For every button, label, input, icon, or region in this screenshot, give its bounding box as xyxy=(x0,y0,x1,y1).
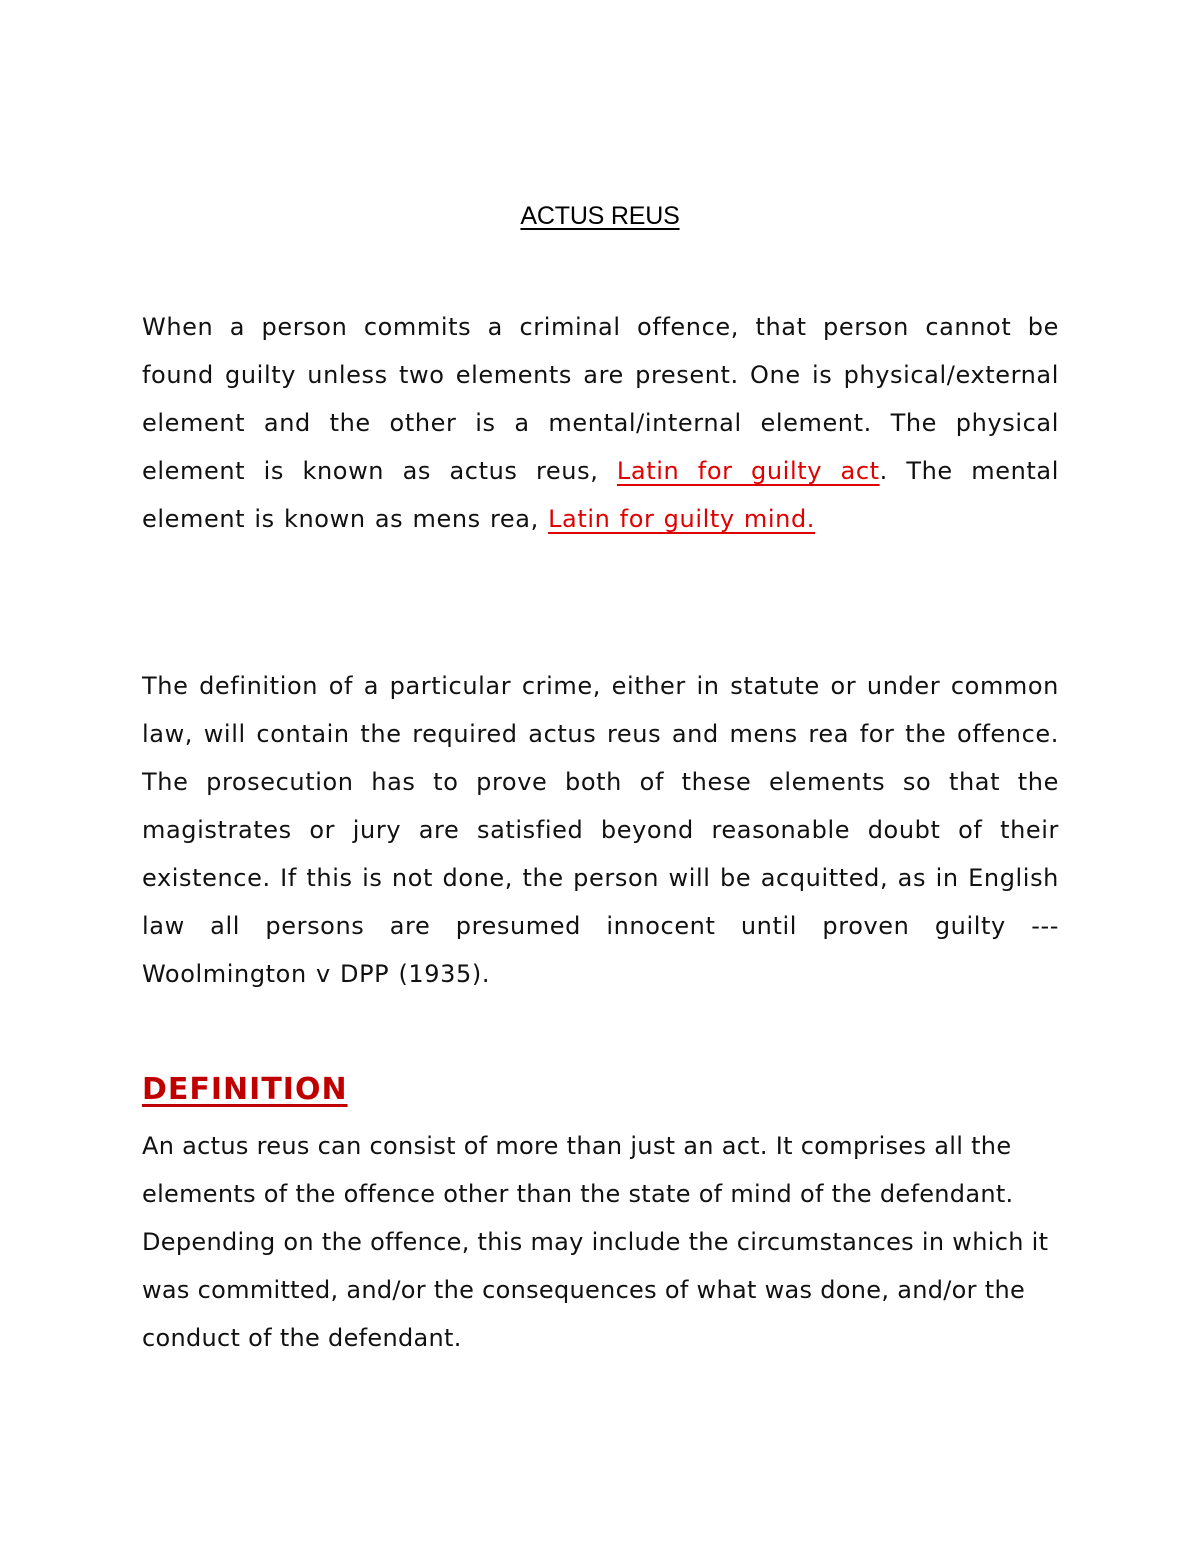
paragraph-definition-of-crime: The definition of a particular crime, either in statute or under common law, will contain the required actus reus and mens rea for the offence. The prosecution has to prove both of these elements so that the magistrates or jury are satisfied beyond reasonable doubt of their existence. If this is not done, the person will be acquitted, as in English law all persons are presumed innocent until proven guilty ---Woolmington v DPP (1935). xyxy=(142,672,1059,988)
paragraph-intro-text-a: When a person commits a criminal offence, that person cannot be found guilty unless two elements are present. One is physical/external element and the other is a mental/internal element. The physical element is known as actus reus, xyxy=(142,313,1059,485)
latin-guilty-act-link[interactable]: Latin for guilty act xyxy=(616,457,880,485)
paragraph-intro xyxy=(142,303,1059,543)
paragraph-definition: An actus reus can consist of more than just an act. It comprises all the elements of the offence other than the state of mind of the defendant. Depending on the offence, this may include the circumstances in which it was committed, and/or the consequences of what was done, and/or the conduct of the defendant. xyxy=(142,1132,1049,1352)
paragraph-intro-text-b: . The mental element is known as mens rea, xyxy=(142,457,1059,533)
latin-guilty-mind-link[interactable]: Latin for guilty mind. xyxy=(548,505,816,533)
section-heading-definition: DEFINITION xyxy=(142,1072,348,1107)
document-title: ACTUS REUS xyxy=(520,202,680,230)
